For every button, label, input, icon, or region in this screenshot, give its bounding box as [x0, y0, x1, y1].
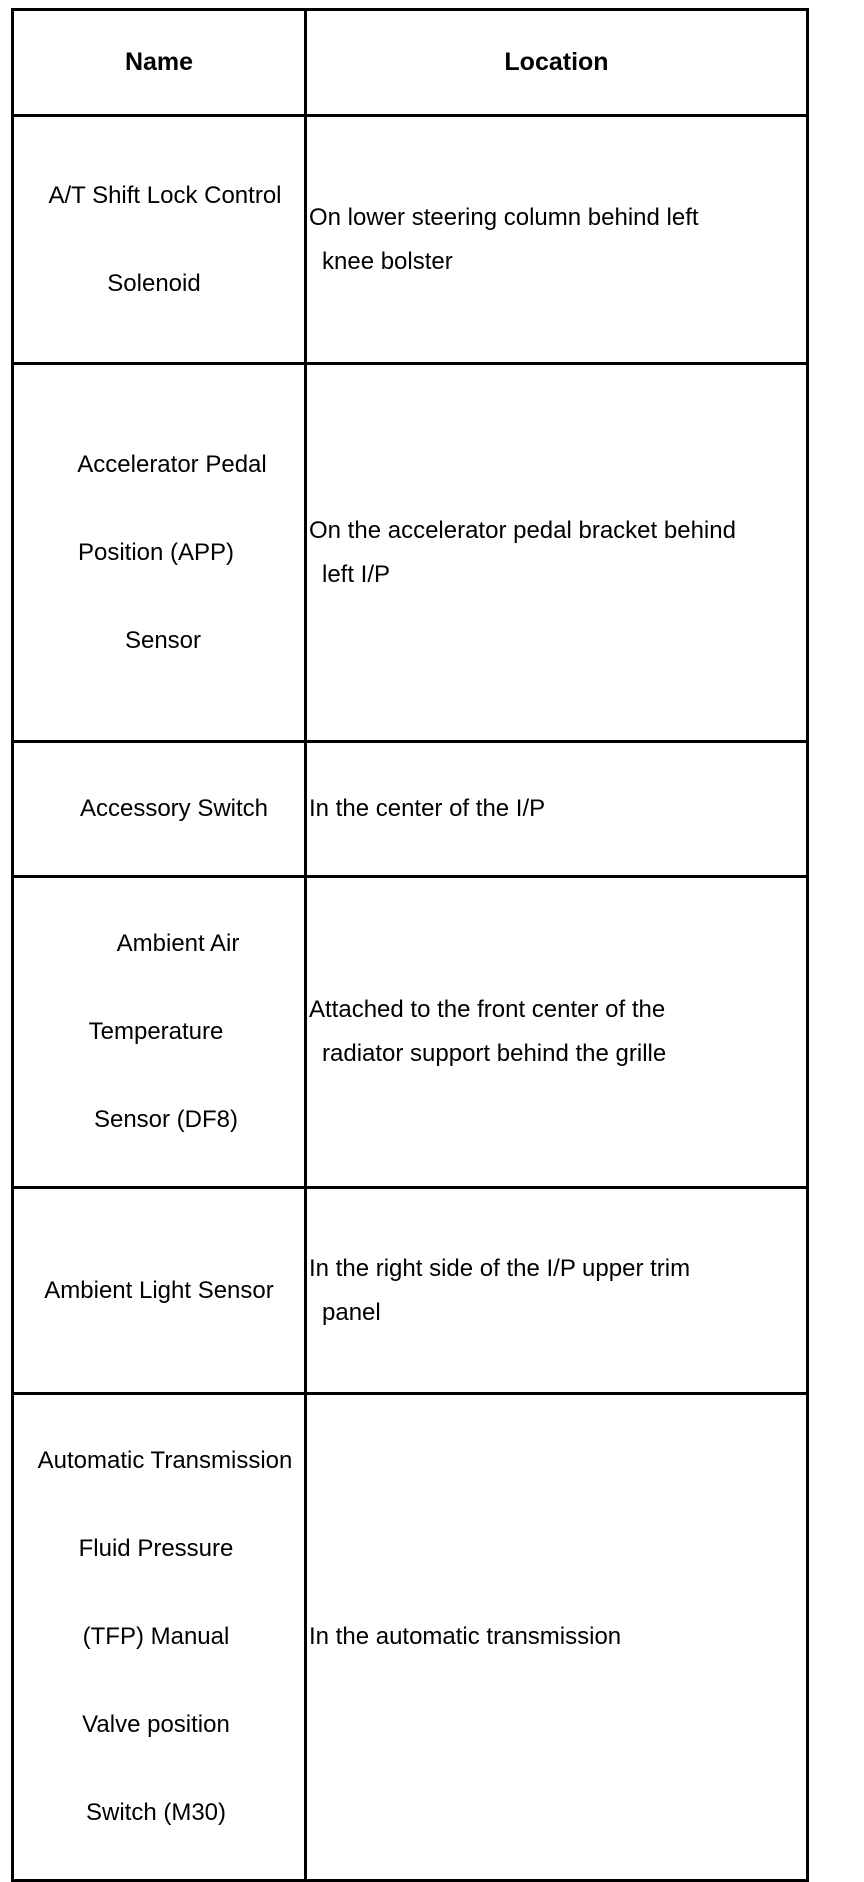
table-row — [13, 1188, 808, 1394]
component-location-cell — [306, 116, 808, 364]
component-location-cell — [306, 877, 808, 1188]
location-line: In the right side of the I/P upper trim — [309, 1254, 691, 1282]
table-row — [13, 742, 808, 877]
location-line: On lower steering column behind left — [309, 203, 699, 231]
component-name-cell — [13, 742, 306, 877]
component-name-line: A/T Shift Lock Control — [48, 181, 282, 209]
location-line: radiator support behind the grille — [322, 1040, 667, 1067]
component-location-cell — [306, 742, 808, 877]
location-line: In the center of the I/P — [309, 795, 546, 822]
location-line: left I/P — [322, 560, 391, 588]
component-name-cell — [13, 877, 306, 1188]
component-name-line: Position (APP) — [77, 538, 235, 566]
component-location-table — [11, 8, 809, 1882]
component-name-line: Ambient Light Sensor — [44, 1276, 274, 1304]
component-location-cell — [306, 1394, 808, 1881]
location-line: On the accelerator pedal bracket behind — [309, 516, 736, 544]
component-name-cell — [13, 116, 306, 364]
location-line: panel — [322, 1298, 381, 1326]
component-name-line: Solenoid — [107, 269, 201, 297]
header-name: Name — [13, 10, 306, 116]
table-row — [13, 1394, 808, 1881]
component-name-line: Accessory Switch — [79, 795, 269, 822]
location-line: knee bolster — [322, 247, 453, 275]
component-name-line: Temperature — [88, 1018, 224, 1045]
component-location-cell — [306, 1188, 808, 1394]
component-location-cell — [306, 364, 808, 742]
component-name-line: Sensor — [124, 626, 202, 654]
component-name-cell — [13, 1394, 306, 1881]
component-name-cell — [13, 364, 306, 742]
component-name-cell — [13, 1188, 306, 1394]
table-row — [13, 877, 808, 1188]
header-row — [13, 10, 808, 116]
table-row — [13, 364, 808, 742]
component-name-line: Accelerator Pedal — [77, 450, 267, 478]
location-line: Attached to the front center of the — [309, 996, 666, 1023]
component-name-line: Automatic Transmission — [37, 1447, 293, 1474]
component-name-line: (TFP) Manual — [82, 1623, 230, 1650]
component-name-line: Fluid Pressure — [78, 1535, 234, 1562]
component-name-line: Valve position — [82, 1711, 230, 1738]
table-row — [13, 116, 808, 364]
header-location: Location — [306, 10, 808, 116]
component-name-line: Sensor (DF8) — [93, 1106, 239, 1133]
component-name-line: Ambient Air — [116, 930, 240, 957]
location-line: In the automatic transmission — [309, 1623, 622, 1650]
component-name-line: Switch (M30) — [85, 1799, 227, 1826]
